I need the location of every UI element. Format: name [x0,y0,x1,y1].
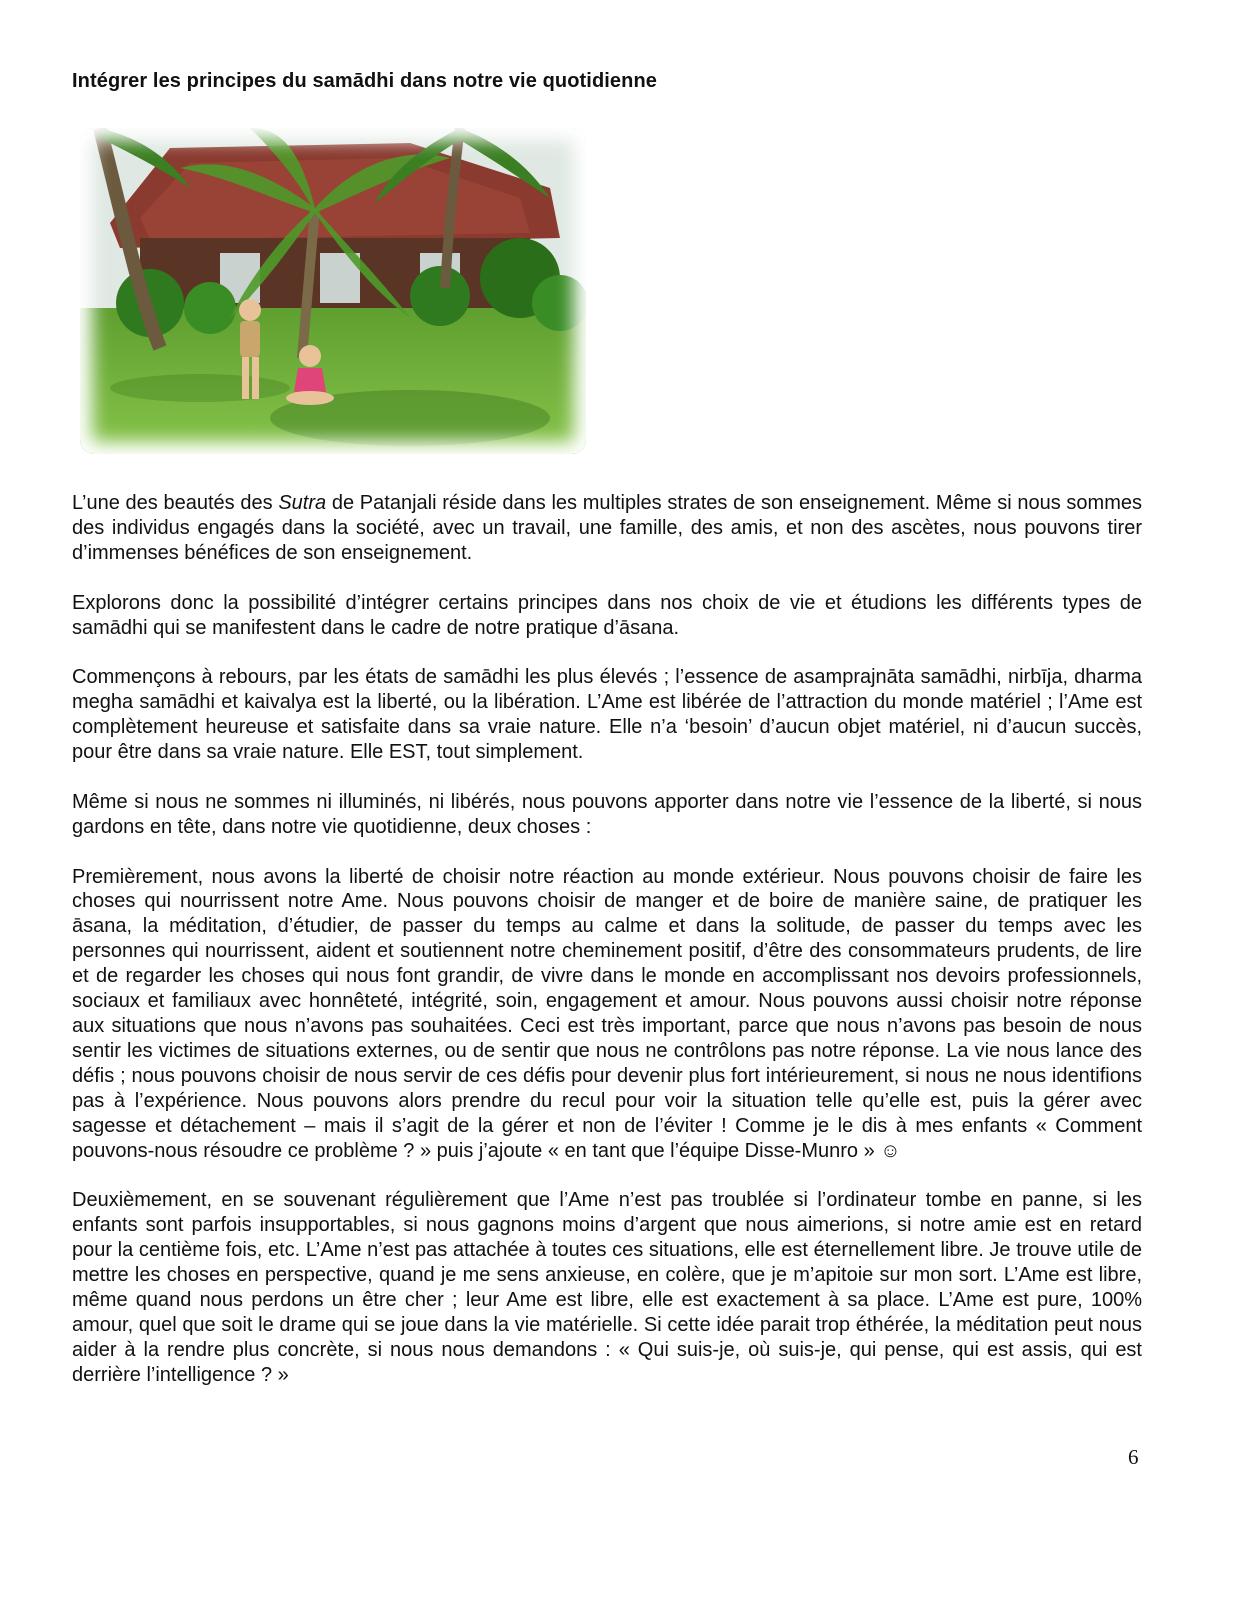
article-body [72,491,1142,1412]
paragraph-1-italic: Sutra [278,492,327,514]
paragraph-1 [72,491,1142,566]
paragraph-3: Commençons à rebours, par les états de samādhi les plus élevés ; l’essence de asamprajnāta samādhi, nirbīja, dharma megha samādhi et kaivalya est la liberté, ou la libération. L’Ame est libérée de l’attraction du monde matériel ; l’Ame est complètement heureuse et satisfaite dans sa vraie nature. Elle n’a ‘besoin’ d’aucun objet matériel, ni d’aucun succès, pour être dans sa vraie nature. Elle EST, tout simplement. [72,666,1142,764]
paragraph-6: Deuxièmement, en se souvenant régulièrement que l’Ame n’est pas troublée si l’ordinateur tombe en panne, si les enfants sont parfois insupportables, si nous gagnons moins d’argent que nous aimerions, si notre amie est en retard pour la centième fois, etc. L’Ame n’est pas attachée à toutes ces situations, elle est éternellement libre. Je trouve utile de mettre les choses en perspective, quand je me sens anxieuse, en colère, que je m’apitoie sur mon sort. L’Ame est libre, même quand nous perdons un être cher ; leur Ame est libre, elle est exactement à sa place. L’Ame est pure, 100% amour, quel que soit le drame qui se joue dans la vie matérielle. Si cette idée parait trop éthérée, la méditation peut nous aider à la rendre plus concrète, si nous nous demandons : « Qui suis-je, où suis-je, qui pense, qui est assis, qui est derrière l’intelligence ? » [72,1189,1142,1386]
paragraph-5: Premièrement, nous avons la liberté de choisir notre réaction au monde extérieur. Nous pouvons choisir de faire les choses qui nourrissent notre Ame. Nous pouvons choisir de manger et de boire de manière saine, de pratiquer les āsana, la méditation, d’étudier, de passer du temps au calme et dans la solitude, de passer du temps avec les personnes qui nourrissent, aident et soutiennent notre cheminement positif, d’être des consommateurs prudents, de lire et de regarder les choses qui nous font grandir, de vivre dans le monde en accomplissant nos devoirs professionnels, sociaux et familiaux avec honnêteté, intégrité, soin, engagement et amour. Nous pouvons aussi choisir notre réponse aux situations que nous n’avons pas souhaitées. Ceci est très important, parce que nous n’avons pas besoin de nous sentir les victimes de situations externes, ou de sentir que nous ne contrôlons pas notre réponse. La vie nous lance des défis ; nous pouvons choisir de nous servir de ces défis pour devenir plus fort intérieurement, si nous ne nous identifions pas à l’expérience. Nous pouvons alors prendre du recul pour voir la situation telle qu’elle est, puis la gérer avec sagesse et détachement – mais il s’agit de la gérer et non de l’éviter ! Comme je le dis à mes enfants « Comment pouvons-nous résoudre ce problème ? » puis j’ajoute « en tant que l’équipe Disse-Munro » ☺ [72,865,1142,1162]
garden-photo [80,128,586,454]
paragraph-4: Même si nous ne sommes ni illuminés, ni libérés, nous pouvons apporter dans notre vie l’essence de la liberté, si nous gardons en tête, dans notre vie quotidienne, deux choses : [72,790,1142,838]
paragraph-1-end: de Patanjali réside dans les multiples strates de son enseignement. Même si nous sommes des individus engagés dans la société, avec un travail, une famille, des amis, et non des ascètes, nous pouvons tirer d’immenses bénéfices de son enseignement. [72,492,1142,564]
page-number: 6 [1128,1445,1139,1469]
page-title: Intégrer les principes du samādhi dans notre vie quotidienne [72,70,658,92]
paragraph-2: Explorons donc la possibilité d’intégrer certains principes dans nos choix de vie et étudions les différents types de samādhi qui se manifestent dans le cadre de notre pratique d’āsana. [72,591,1142,639]
paragraph-1-start: L’une des beautés des [72,492,279,514]
garden-photo-illustration [80,128,586,454]
